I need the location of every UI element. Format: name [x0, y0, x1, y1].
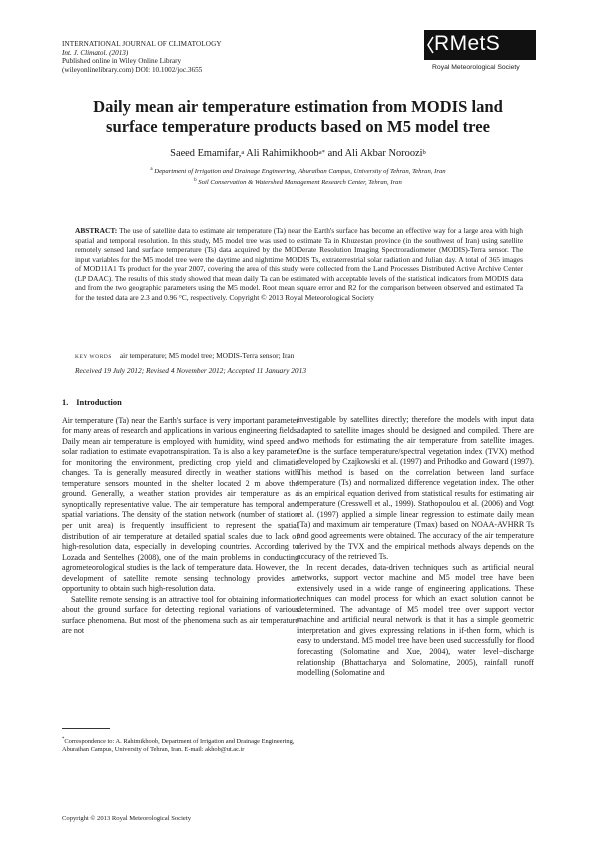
footnote-marker: *	[62, 737, 65, 742]
journal-doi[interactable]: (wileyonlinelibrary.com) DOI: 10.1002/joc.3655	[62, 65, 203, 74]
journal-name: INTERNATIONAL JOURNAL OF CLIMATOLOGY	[62, 40, 222, 48]
abstract-text: The use of satellite data to estimate air temperature (Ta) near the Earth's surface has become an effective way for a large area with high spatial and temporal resolution. In this study, M5 model tree was used to estimate Ta in Khuzestan province (in the southwest of Iran) using satellite remotely sensed land surface temperature (Ts) data acquired by the MODerate Resolution Imaging Spectroradiometer (MODIS)-Terra sensor. The input variables for the M5 model tree were the daytime and nighttime MODIS Ts, extraterrestrial solar radiation and Julian day. A total of 365 images of MOD11A1 Ts product for the year 2007, covering the area of this study were collected from the Land Processes Distributed Active Archive Center (LP DAAC). The results of this study showed that mean daily Ta can be estimated with acceptable levels of the statistical indicators from MODIS data and from the two geographic parameters using the M5 model. Root mean square error and R2 for the comparison between observed and estimated Ta for the tested data are 2.3 and 0.96 °C, respectively. Copyright © 2013 Royal Meteorological Society	[75, 226, 523, 302]
paragraph: Satellite remote sensing is an attractive tool for obtaining information about the ground surface for detecting regional variations of various surface phenomena. But most of the phenomena such as air temperature are not	[62, 594, 299, 636]
abstract	[75, 226, 523, 302]
keywords	[75, 351, 523, 360]
author-name: Saeed Emamifar,	[170, 148, 242, 159]
copyright-footer: Copyright © 2013 Royal Meteorological Society	[62, 815, 191, 822]
author-name: and Ali Akbar Noroozi	[324, 148, 423, 159]
section-number: 1.	[62, 398, 69, 407]
keywords-text: air temperature; M5 model tree; MODIS-Terra sensor; Iran	[119, 351, 295, 360]
footnote	[62, 736, 299, 754]
paragraph: In recent decades, data-driven techniques such as artificial neural networks, support vector machine and M5 model tree have been extensively used in a wide range of engineering applications. These techniques can model process for which an exact solution cannot be determined. The advantage of M5 model tree over support vector machine and artificial neural network is that it has a simple geometric interpretation and gives expressing relations in if-then form, which is easy to understand. M5 model tree have been used successfully for flood forecasting (Solomatine and Xue, 2004), water level−discharge relationship (Bhattacharya and Solomatine, 2005), rainfall runoff modelling (Solomatine and	[297, 562, 534, 678]
author-name: Ali Rahimikhoob	[244, 148, 319, 159]
paper-title	[70, 97, 526, 137]
left-column	[62, 398, 299, 637]
section-title: Introduction	[76, 398, 122, 407]
affiliations	[62, 166, 534, 187]
affil-marker: b	[422, 149, 426, 156]
keywords-label: KEY WORDS	[75, 354, 112, 360]
journal-citation: Int. J. Climatol. (2013)	[62, 48, 129, 57]
affiliation-a: $^a$ Department of Irrigation and Drainage Engineering, Aburaihan Campus, University of Tehran, Tehran, Iran	[150, 167, 446, 176]
affil-marker: a	[241, 149, 245, 156]
journal-header	[62, 40, 362, 74]
logo-mark-icon	[426, 36, 434, 54]
title-line-1: Daily mean air temperature estimation from MODIS land	[93, 97, 503, 116]
journal-published: Published online in Wiley Online Library	[62, 57, 182, 66]
footnote-text: Correspondence to: A. Rahimikhoob, Department of Irrigation and Drainage Engineering, Aburaihan Campus, University of Tehran, Iran. E-mail: akhob@ut.ac.ir	[62, 738, 295, 754]
title-line-2: surface temperature products based on M5 model tree	[106, 117, 490, 136]
affiliation-b: $^b$ Soil Conservation & Watershed Management Research Center, Tehran, Iran	[194, 177, 402, 186]
society-name: Royal Meteorological Society	[432, 64, 520, 71]
author-list	[62, 148, 534, 160]
footnote-divider	[62, 728, 110, 729]
article-history: Received 19 July 2012; Revised 4 November 2012; Accepted 11 January 2013	[75, 366, 307, 375]
section-heading	[62, 398, 299, 409]
rmets-logo	[424, 30, 536, 60]
affil-marker: a*	[318, 149, 325, 156]
right-column	[297, 415, 534, 679]
paragraph: investigable by satellites directly; therefore the models with input data adapted to satellite images should be designed and compiled. There are two methods for estimating the air temperature from satellite images. One is the surface temperature/spectral vegetation index (TVX) method developed by Czajkowski et al. (1997) and Prihodko and Goward (1997). This method is based on the correlation between land surface temperature (Ts) and normalized difference vegetation index. The other is an empirical equation derived from statistical results for estimating air temperature (Cresswell et al., 1999). Stathopoulou et al. (2006) and Vogt et al. (1997) applied a simple linear regression to estimate daily mean (Ta) and maximum air temperature (Tmax) based on NOAA-AVHRR Ts and good agreements were obtained. The accuracy of the air temperature derived by the TVX and the empirical methods always depends on the accuracy of the retrieved Ts.	[297, 415, 534, 562]
paragraph: Air temperature (Ta) near the Earth's surface is very important parameter for many areas of research and applications in various engineering fields. Daily mean air temperature is employed with humidity, wind speed and solar radiation to estimate evapotranspiration. Ta is also a key parameter for monitoring the environment, predicting crop yield and climatic changes. Ta is generally measured directly in weather stations with temperature sensors mounted in the shelter located 2 m above the ground. Generally, a weather station provides air temperature as a synoptically representative value. The air temperature has temporal and spatial variations. The density of the station network (number of station per unit area) is frequently insufficient to represent the spatial distribution of air temperature at detailed spatial scales due to lack of high-resolution data, especially in developing countries. According to Lozada and Sentelhes (2008), one of the main problems in conducting agrometeorological studies is the lack of temperature data. However, the development of satellite remote sensing technology provides an opportunity to obtain such high-resolution data.	[62, 415, 299, 594]
abstract-label: ABSTRACT:	[75, 226, 118, 235]
logo-text: RMetS	[434, 32, 501, 55]
